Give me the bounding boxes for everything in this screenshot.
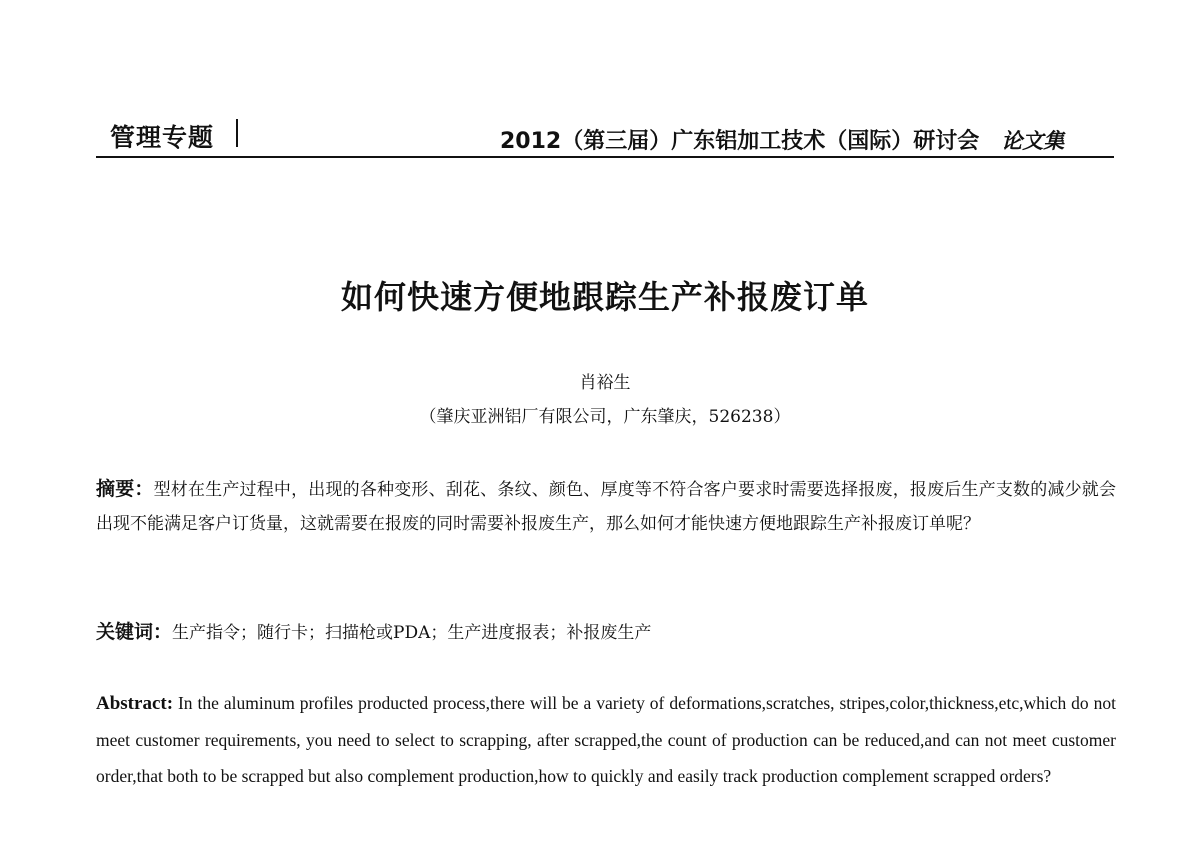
keywords-label: 关键词： [96,621,173,643]
header-rule [96,156,1114,158]
paper-title: 如何快速方便地跟踪生产补报废订单 [340,278,869,316]
abstract-cn-text: 型材在生产过程中，出现的各种变形、刮花、条纹、颜色、厚度等不符合客户要求时需要选择报废，报废后生产支数的减少就会出现不能满足客户订货量，这就需要在报废的同时需要补报废生产，那么如何才能快速方便地跟踪生产补报废订单呢？ [96,480,1116,534]
journal-title: 2012（第三届）广东铝加工技术（国际）研讨会 [500,129,980,154]
author: 肖裕生 [579,373,631,393]
keywords [96,617,1116,648]
header-divider [236,119,238,147]
keywords-text: 生产指令；随行卡；扫描枪或PDA；生产进度报表；补报废生产 [172,623,652,643]
abstract-cn-label: 摘要： [96,478,154,500]
abstract-en-label: Abstract: [96,693,174,714]
collection-label: 论文集 [1001,128,1065,153]
journal-header [500,124,1064,155]
affiliation: （肇庆亚洲铝厂有限公司，广东肇庆，526238） [419,407,791,427]
section-label: 管理专题 [110,123,215,152]
abstract-en-text: In the aluminum profiles producted process,there will be a variety of deformations,scratches, stripes,color,thickness,etc,which do not meet customer requirements, you need to select to scrapping, after scrapped,the count of production can be reduced,and can not meet customer order,that both to be scrapped but also complement production,how to quickly and easily track production complement scrapped orders? [96,693,1116,786]
abstract-cn [96,472,1116,541]
abstract-en [96,685,1116,794]
